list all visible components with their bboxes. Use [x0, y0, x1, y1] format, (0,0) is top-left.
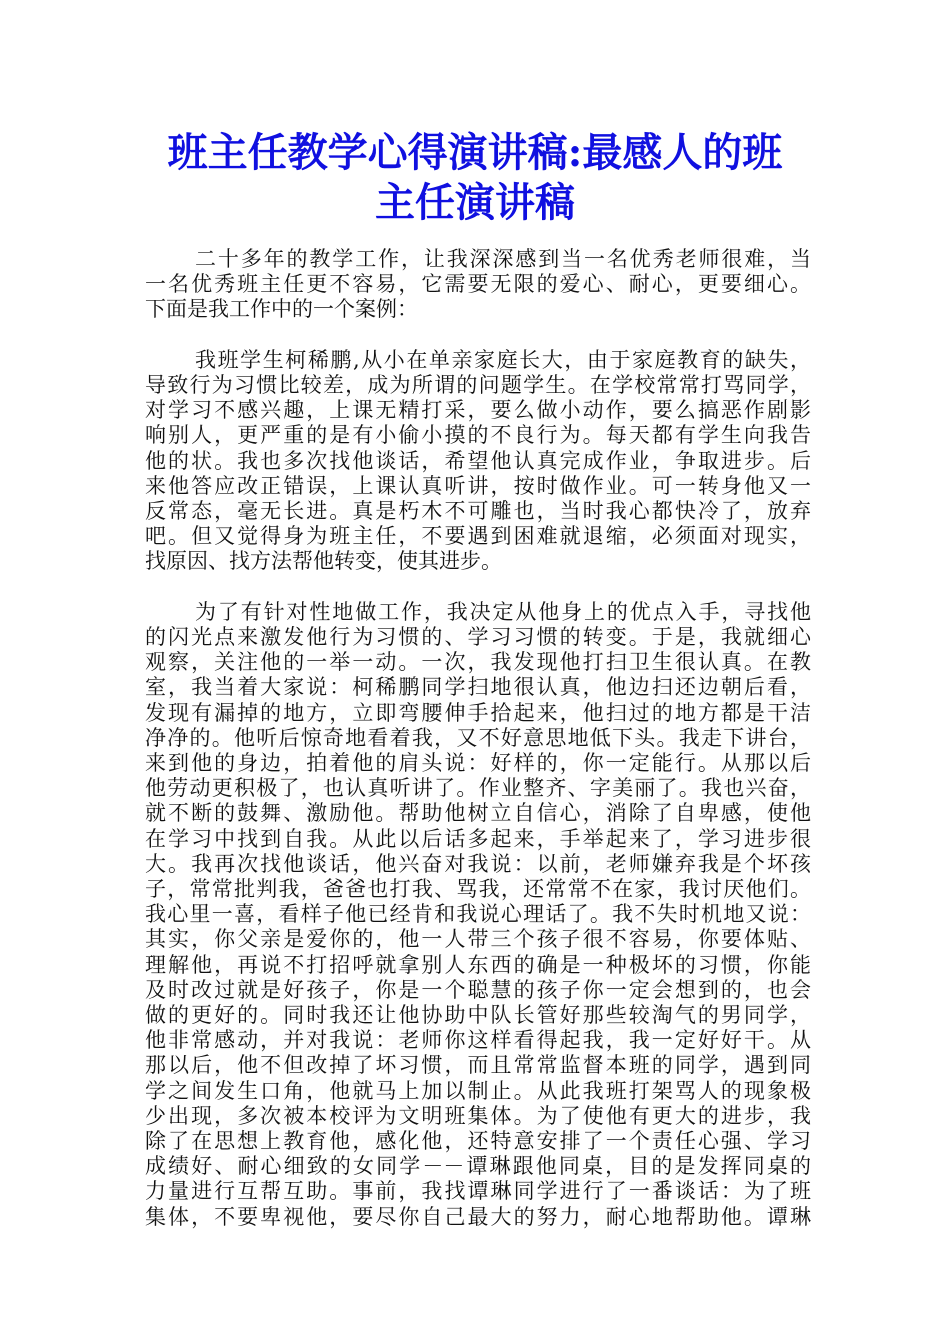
paragraph-gap	[145, 323, 811, 348]
text-line: 其实，你父亲是爱你的，他一人带三个孩子很不容易，你要体贴、	[145, 927, 811, 952]
text-line: 室，我当着大家说：柯稀鹏同学扫地很认真，他边扫还边朝后看，	[145, 675, 811, 700]
text-line: 导致行为习惯比较差，成为所谓的问题学生。在学校常常打骂同学，	[145, 373, 811, 397]
paragraph-intro	[145, 247, 811, 323]
text-line: 做的更好的。同时我还让他协助中队长管好那些较淘气的男同学，	[145, 1003, 811, 1028]
text-line: 净净的。他听后惊奇地看着我，又不好意思地低下头。我走下讲台，	[145, 725, 811, 750]
text-line: 就不断的鼓舞、激励他。帮助他树立自信心，消除了自卑感，使他	[145, 801, 811, 826]
text-line: 来到他的身边，拍着他的肩头说：好样的，你一定能行。从那以后	[145, 751, 811, 776]
text-line: 响别人，更严重的是有小偷小摸的不良行为。每天都有学生向我告	[145, 423, 811, 448]
text-line: 吧。但又觉得身为班主任，不要遇到困难就退缩，必须面对现实，	[145, 524, 811, 549]
text-line: 反常态，毫无长进。真是朽木不可雕也，当时我心都快冷了，放弃	[145, 499, 811, 524]
paragraph-approach	[145, 600, 811, 1230]
text-line: 他的状。我也多次找他谈话，希望他认真完成作业，争取进步。后	[145, 448, 811, 473]
text-line: 的闪光点来激发他行为习惯的、学习习惯的转变。于是，我就细心	[145, 625, 811, 650]
text-line: 理解他，再说不打招呼就拿别人东西的确是一种极坏的习惯，你能	[145, 952, 811, 977]
text-line: 对学习不感兴趣，上课无精打采，要么做小动作，要么搞恶作剧影	[145, 398, 811, 423]
text-line: 二十多年的教学工作，让我深深感到当一名优秀老师很难，当	[195, 247, 811, 271]
text-line: 来他答应改正错误，上课认真听讲，按时做作业。可一转身他又一	[145, 473, 811, 498]
text-line: 我心里一喜，看样子他已经肯和我说心理话了。我不失时机地又说：	[145, 902, 811, 927]
text-line: 及时改过就是好孩子，你是一个聪慧的孩子你一定会想到的，也会	[145, 977, 811, 1002]
text-line: 子，常常批判我，爸爸也打我、骂我，还常常不在家，我讨厌他们。	[145, 877, 811, 902]
text-line: 除了在思想上教育他，感化他，还特意安排了一个责任心强、学习	[145, 1129, 811, 1154]
text-line: 力量进行互帮互助。事前，我找谭琳同学进行了一番谈话：为了班	[145, 1179, 811, 1204]
text-line: 下面是我工作中的一个案例：	[145, 297, 418, 322]
document-body	[145, 247, 811, 1230]
document-title	[100, 128, 850, 228]
text-line: 他非常感动，并对我说：老师你这样看得起我，我一定好好干。从	[145, 1028, 811, 1053]
text-line: 一名优秀班主任更不容易，它需要无限的爱心、耐心，更要细心。	[145, 272, 811, 297]
title-line: 主任演讲稿	[375, 179, 575, 226]
text-line: 为了有针对性地做工作，我决定从他身上的优点入手，寻找他	[195, 599, 811, 624]
text-line: 成绩好、耐心细致的女同学－－谭琳跟他同桌，目的是发挥同桌的	[145, 1154, 811, 1179]
text-line: 观察，关注他的一举一动。一次，我发现他打扫卫生很认真。在教	[145, 650, 811, 675]
text-line: 大。我再次找他谈话，他兴奋对我说：以前，老师嫌弃我是个坏孩	[145, 851, 811, 876]
text-line: 少出现，多次被本校评为文明班集体。为了使他有更大的进步，我	[145, 1103, 811, 1128]
paragraph-student-background	[145, 348, 811, 575]
text-line: 我班学生柯稀鹏,从小在单亲家庭长大，由于家庭教育的缺失，	[195, 347, 811, 372]
text-line: 找原因、找方法帮他转变，使其进步。	[145, 549, 502, 574]
text-line: 他劳动更积极了，也认真听讲了。作业整齐、字美丽了。我也兴奋，	[145, 776, 811, 801]
paragraph-gap	[145, 575, 811, 600]
text-line: 学之间发生口角，他就马上加以制止。从此我班打架骂人的现象极	[145, 1078, 811, 1103]
text-line: 发现有漏掉的地方，立即弯腰伸手拾起来，他扫过的地方都是干洁	[145, 700, 811, 725]
title-line: 班主任教学心得演讲稿:最感人的班	[167, 129, 783, 176]
text-line: 那以后，他不但改掉了坏习惯，而且常常监督本班的同学，遇到同	[145, 1053, 811, 1078]
text-line: 在学习中找到自我。从此以后话多起来，手举起来了，学习进步很	[145, 826, 811, 851]
text-line: 集体，不要卑视他，要尽你自己最大的努力，耐心地帮助他。谭琳	[145, 1204, 811, 1229]
